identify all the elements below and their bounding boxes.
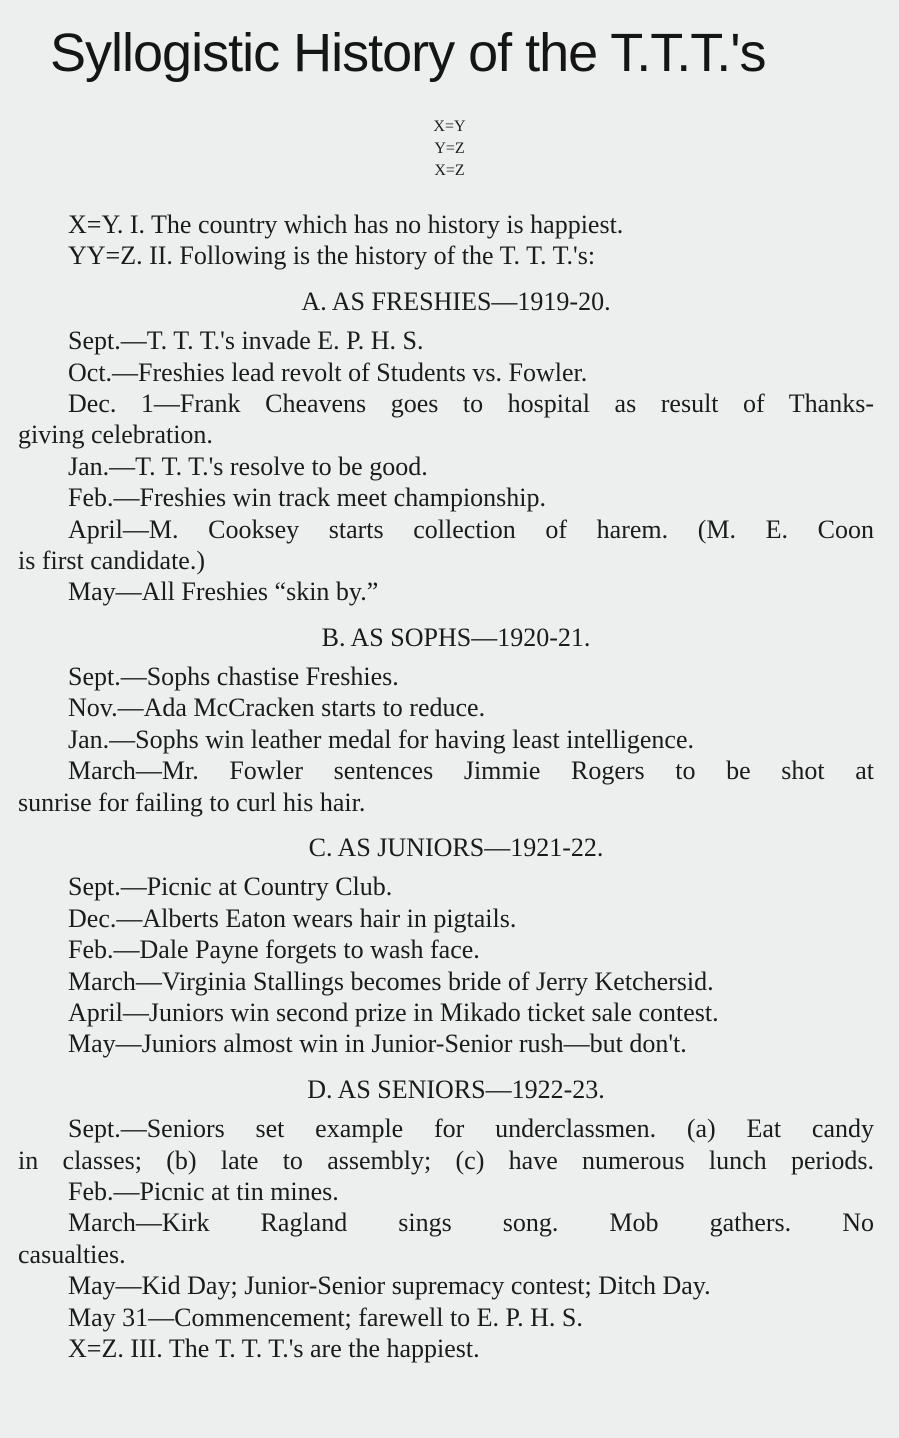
entry-line: is first candidate.) xyxy=(18,545,205,575)
entry-line: Sept.—Sophs chastise Freshies. xyxy=(68,662,399,692)
section-heading-freshies: A. AS FRESHIES—1919-20. xyxy=(301,286,611,316)
entry-line: in classes; (b) late to assembly; (c) have numerous lunch periods. xyxy=(18,1145,874,1175)
entry-line: Feb.—Dale Payne forgets to wash face. xyxy=(68,935,480,965)
section-heading-juniors: C. AS JUNIORS—1921-22. xyxy=(308,833,604,863)
page-title: Syllogistic History of the T.T.T.'s xyxy=(50,23,766,83)
entry-line: Dec. 1—Frank Cheavens goes to hospital as result of Thanks- xyxy=(68,388,874,418)
formula-line: X=Z xyxy=(434,162,465,179)
entry-line: giving celebration. xyxy=(18,420,213,450)
entry-line: Dec.—Alberts Eaton wears hair in pigtails. xyxy=(68,903,517,933)
entry-line: May—Kid Day; Junior-Senior supremacy contest; Ditch Day. xyxy=(68,1271,711,1301)
entry-line: April—M. Cooksey starts collection of harem. (M. E. Coon xyxy=(68,514,874,544)
entry-line: Sept.—T. T. T.'s invade E. P. H. S. xyxy=(68,326,424,356)
entry-line: sunrise for failing to curl his hair. xyxy=(18,787,366,817)
syllogism-formula xyxy=(0,116,899,182)
entry-line: Oct.—Freshies lead revolt of Students vs. Fowler. xyxy=(68,357,588,387)
entry-line: Feb.—Freshies win track meet championship. xyxy=(68,483,547,513)
entry-line: March—Kirk Ragland sings song. Mob gathers. No xyxy=(68,1208,874,1238)
entry-line: Jan.—T. T. T.'s resolve to be good. xyxy=(68,451,428,481)
entry-line: casualties. xyxy=(18,1239,126,1269)
formula-line: X=Y xyxy=(433,118,466,135)
entry-line: Feb.—Picnic at tin mines. xyxy=(68,1176,339,1206)
premise-two: YY=Z. II. Following is the history of the T. T. T.'s: xyxy=(68,241,596,271)
entry-line: Jan.—Sophs win leather medal for having least intelligence. xyxy=(68,724,694,754)
history-text xyxy=(18,209,874,1364)
premise-one: X=Y. I. The country which has no history is happiest. xyxy=(68,210,624,239)
section-heading-sophs: B. AS SOPHS—1920-21. xyxy=(321,622,591,652)
entry-line: March—Virginia Stallings becomes bride of Jerry Ketchersid. xyxy=(68,966,714,996)
entry-line: March—Mr. Fowler sentences Jimmie Rogers to be shot at xyxy=(68,756,874,786)
entry-line: May—Juniors almost win in Junior-Senior rush—but don't. xyxy=(68,1029,687,1059)
conclusion-line: X=Z. III. The T. T. T.'s are the happiest. xyxy=(68,1333,480,1363)
formula-line: Y=Z xyxy=(434,140,465,157)
entry-line: April—Juniors win second prize in Mikado ticket sale contest. xyxy=(68,997,719,1027)
entry-line: Sept.—Seniors set example for underclassmen. (a) Eat candy xyxy=(68,1114,874,1144)
entry-line: Nov.—Ada McCracken starts to reduce. xyxy=(68,693,486,723)
entry-line: May 31—Commencement; farewell to E. P. H. S. xyxy=(68,1302,583,1332)
entry-line: Sept.—Picnic at Country Club. xyxy=(68,872,393,902)
entry-line: May—All Freshies “skin by.” xyxy=(68,577,379,607)
section-heading-seniors: D. AS SENIORS—1922-23. xyxy=(307,1074,605,1104)
